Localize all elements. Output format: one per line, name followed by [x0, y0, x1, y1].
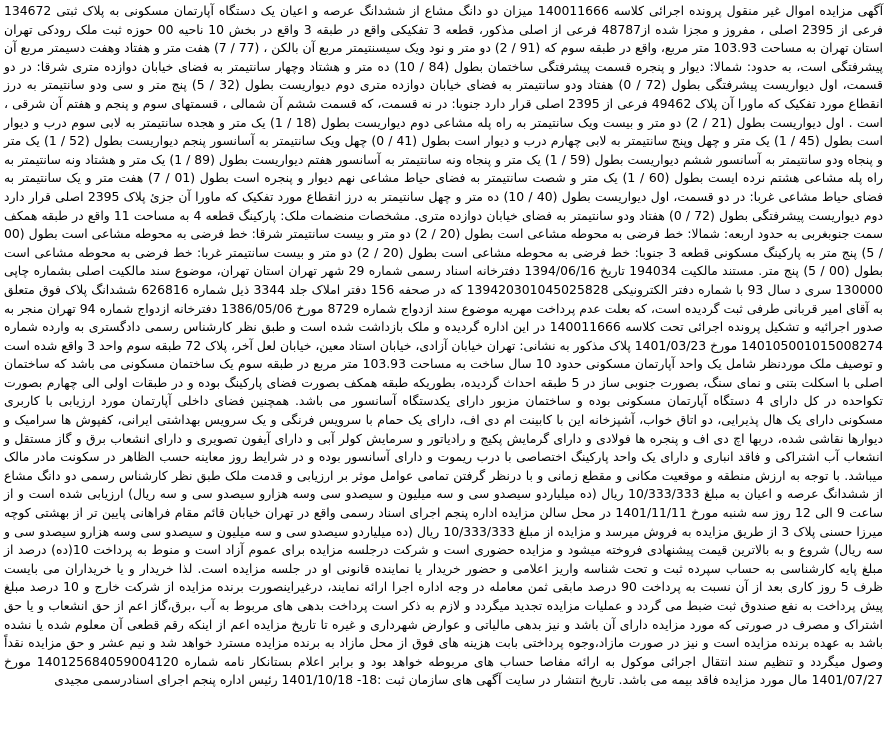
notice-body-text: آگهی مزایده اموال غیر منقول پرونده اجرائی کلاسه 140011666 میزان دو دانگ مشاع از ششدانگ عرصه و اعیان یک دستگاه آپارتمان مسکونی به پلاک ثبتی 134672 فرعی از 2395 اصلی ، مفروز و مجزا شده از48787 فرعی از اصلی مذکور، قطعه 3 تفکیکی واقع در طبقه 3 واقع در بخش 10 ناحیه 00 حوزه ثبت ملک رودکی تهران استان تهران به مساحت 103.93 متر مربع، واقع در طبقه سوم که (91 / 2) دو متر و نود ویک سیسنتیمتر مربع آن بالکن ، (77 / 7) هفت متر و هفتاد وهفت دسیمتر مربع آن پیشرفتگی است، به حدود: شمالا: دیوار و پنجره قسمت پیشرفتگی ساختمان بطول (84 / 10) ده متر و هشتاد وچهار سانتیمتر به فضای خیابان دوازده متری شرقا: در دو قسمت، اول دیواریست پیشرفتگی بطول (72 / 0) هفتاد ودو سانتیمتر به فضای خیابان دوازده متری دوم دیواریست بطول (32 / 5) پنج متر و سی ودو سانتیمتر به درز انقطاع مورد تفکیک که ماورا آن پلاک 49462 فرعی از 2395 اصلی قرار دارد جنوبا: در نه قسمت، که قسمت ششم آن شمالی ، قسمتهای سوم و پنجم و هفتم آن شرقی ، است . اول دیواریست بطول (21 / 2) دو متر و بیست ویک سانتیمتر به راه پله مشاعی دوم دیواریست بطول (18 / 1) یک متر و هجده سانتیمتر به لابی سوم درب و دیوار است بطول (45 / 1) یک متر و چهل وپنج سانتیمتر به لابی چهارم درب و دیوار است بطول (41 / 0) چهل ویک سانتیمتر به آسانسور پنجم دیواریست بطول (52 / 1) یک متر و پنجاه ودو سانتیمتر به آسانسور ششم دیواریست بطول (59 / 1) یک متر و پنجاه ونه سانتیمتر به آسانسور هفتم دیواریست بطول (89 / 1) یک متر و هشتاد ونه سانتیمتر به راه پله مشاعی هشتم نرده ایست بطول (60 / 1) یک متر و شصت سانتیمتر به فضای حیاط مشاعی نهم دیوار و پنجره است بطول (01 / 7) هفت متر و یک سانتیمتر به فضای حیاط مشاعی غربا: در دو قسمت، اول دیواریست بطول (40 / 10) ده متر و چهل سانتیمتر به درز انقطاع مورد تفکیک که ماورا آن جزئ پلاک 2395 اصلی قرار دارد دوم دیواریست پیشرفتگی بطول (72 / 0) هفتاد ودو سانتیمتر به فضای خیابان دوازده متری. مشخصات منضمات ملک: پارکینگ قطعه 4 به مساحت 11 واقع در طبقه همکف سمت جنوبغربی به حدود اربعه: شمالا: خط فرضی به محوطه مشاعی است بطول (20 / 2) دو متر و بیست سانتیمتر شرقا: خط فرضی به محوطه مشاعی است بطول (00 / 5) پنج متر به پارکینگ مسکونی قطعه 3 جنوبا: خط فرضی به محوطه مشاعی است بطول (20 / 2) دو متر و بیست سانتیمتر غربا: خط فرضی به محوطه مشاعی است بطول (00 / 5) پنج متر. مستند مالکیت 194034 تاریخ 1394/06/16 دفترخانه اسناد رسمی شماره 29 شهر تهران استان تهران، موضوع سند مالکیت اصلی بشماره چاپی 130000 سری د سال 93 با شماره دفتر الکترونیکی 139420301045025828 که در صحفه 156 دفتر املاک جلد 3344 ذیل شماره 626816 ششدانگ پلاک فوق متعلق به آقای امیر قربانی طرفی ثبت گردیده است، که بعلت عدم پرداخت مهریه موضوع سند ازدواج شماره 8729 مورخ 1386/05/06 دفترخانه ازدواج شماره 94 تهران منجر به صدور اجرائیه و تشکیل پرونده اجرائی تحت کلاسه 140011666 در این اداره گردیده و ملک بازداشت شده است و طبق نظر کارشناس رسمی دادگستری به وارده شماره 140105001015008274 مورخ 1401/03/23 پلاک مذکور به نشانی: تهران خیابان آزادی، خیابان استاد معین، خیابان لعل آخر، پلاک 72 طبقه سوم واحد 3 واقع شده است و توصیف ملک موردنظر شامل یک واحد آپارتمان مسکونی حدود 10 سال ساخت به مساحت 103.93 متر مربع در طبقه سوم یک ساختمان مسکونی می باشد که ساختمان اصلی با اسکلت بتنی و نمای سنگ، بصورت جنوبی ساز در 5 طبقه احداث گردیده، بطوریکه طبقه همکف بصورت فضای پارکینگ بوده و در طبقات اولی الی چهارم بصورت تکواحده در کل دارای 4 دستگاه آپارتمان مسکونی بوده و ساختمان مزبور دارای یکدستگاه آسانسور می باشد. همچنین فضای داخلی آپارتمان مورد ارزیابی با کاربری مسکونی دارای یک هال پذیرایی، دو اتاق خواب، آشپزخانه این با کابینت ام دی اف، دارای یک حمام با سرویس فرنگی و یک سرویس بهداشتی ایرانی، کفپوش ها سرامیک و دیوارها نقاشی شده، دربها اچ دی اف و پنجره ها فولادی و دارای گرمایش پکیج و رادیاتور و سرمایش کولر آبی و دارای آیفون تصویری و دارای انشعاب برق و گاز مستقل و انشعاب آب اشتراکی و فاقد انباری و دارای یک واحد پارکینگ اختصاصی با درب ریموت و دارای آسانسور بوده و در شرایط روز معاینه حسب الظاهر در سکونت مادر مالک میباشد. با توجه به ارزش منطقه و موقعیت مکانی و مقطع زمانی و با درنظر گرفتن تمامی عوامل موثر بر ارزیابی و قدمت ملک طبق نظر کارشناس رسمی دو دانگ مشاع از ششدانگ عرصه و اعیان به مبلغ 10/333/333 ریال (ده میلیاردو سیصدو سی و سه میلیون و سیصدو سی وسه هزارو سیصدو سی و سه ریال) ارزیابی شده است و از ساعت 9 الی 12 روز سه شنبه مورخ 1401/11/11 در محل سالن مزایده اداره پنجم اجرای اسناد رسمی واقع در تهران خیابان قائم مقام فراهانی پایین تر از بهشتی کوچه میرزا حسنی پلاک 3 از طریق مزایده به فروش میرسد و مزایده از مبلغ 10/333/333 ریال (ده میلیاردو سیصدو سی و سه میلیون و سیصدو سی وسه هزارو سیصدو سی و سه ریال) شروع و به بالاترین قیمت پیشنهادی فروخته میشود و مزایده حضوری است و شرکت درجلسه مزایده برای عموم آزاد است و منوط به پرداخت 10(ده) درصد از مبلغ پایه کارشناسی به حساب سپرده ثبت و تحت شناسه واریز اعلامی و حضور خریدار یا نماینده قانونی او در جلسه مزایده است. لذا خریدار و یا خریداران می بایست ظرف 5 روز کاری بعد از آن نسبت به پرداخت 90 درصد مابقی ثمن معامله در وجه اداره اجرا ارائه نمایند، درغیراینصورت برنده مزایده از شرکت خارج و 10 درصد مبلغ پیش پرداخت به نفع صندوق ثبت ضبط می گردد و عملیات مزایده تجدید میگردد و لازم به ذکر است پرداخت بدهی های مربوط به آب ،برق،گاز اعم از حق انشعاب و یا حق اشتراک و مصرف در صورتی که مورد مزایده دارای آن باشد و نیز بدهی مالیاتی و عوارض شهرداری و غیره تا تاریخ مزایده اعم از اینکه رقم قطعی آن معلوم شده یا نشده باشد به عهده برنده مزایده است و نیز در صورت مازاد،وجوه پرداختی بابت هزینه های فوق از محل مازاد به برنده مزایده مسترد خواهد شد و نیم عشر و حق مزایده نقداً وصول میگردد و تنظیم سند انتقال اجرائی موکول به ارائه مفاصا حساب های مربوطه خواهد بود و برابر اعلام بستانکار نامه شماره 140125684059004120 مورخ 1401/07/27 مال مورد مزایده فاقد بیمه می باشد. تاریخ انتشار در سایت آگهی های سازمان ثبت :18- 1401/10/18 رئیس اداره پنجم اجرای اسنادرسمی مجیدی — [4, 3, 884, 688]
